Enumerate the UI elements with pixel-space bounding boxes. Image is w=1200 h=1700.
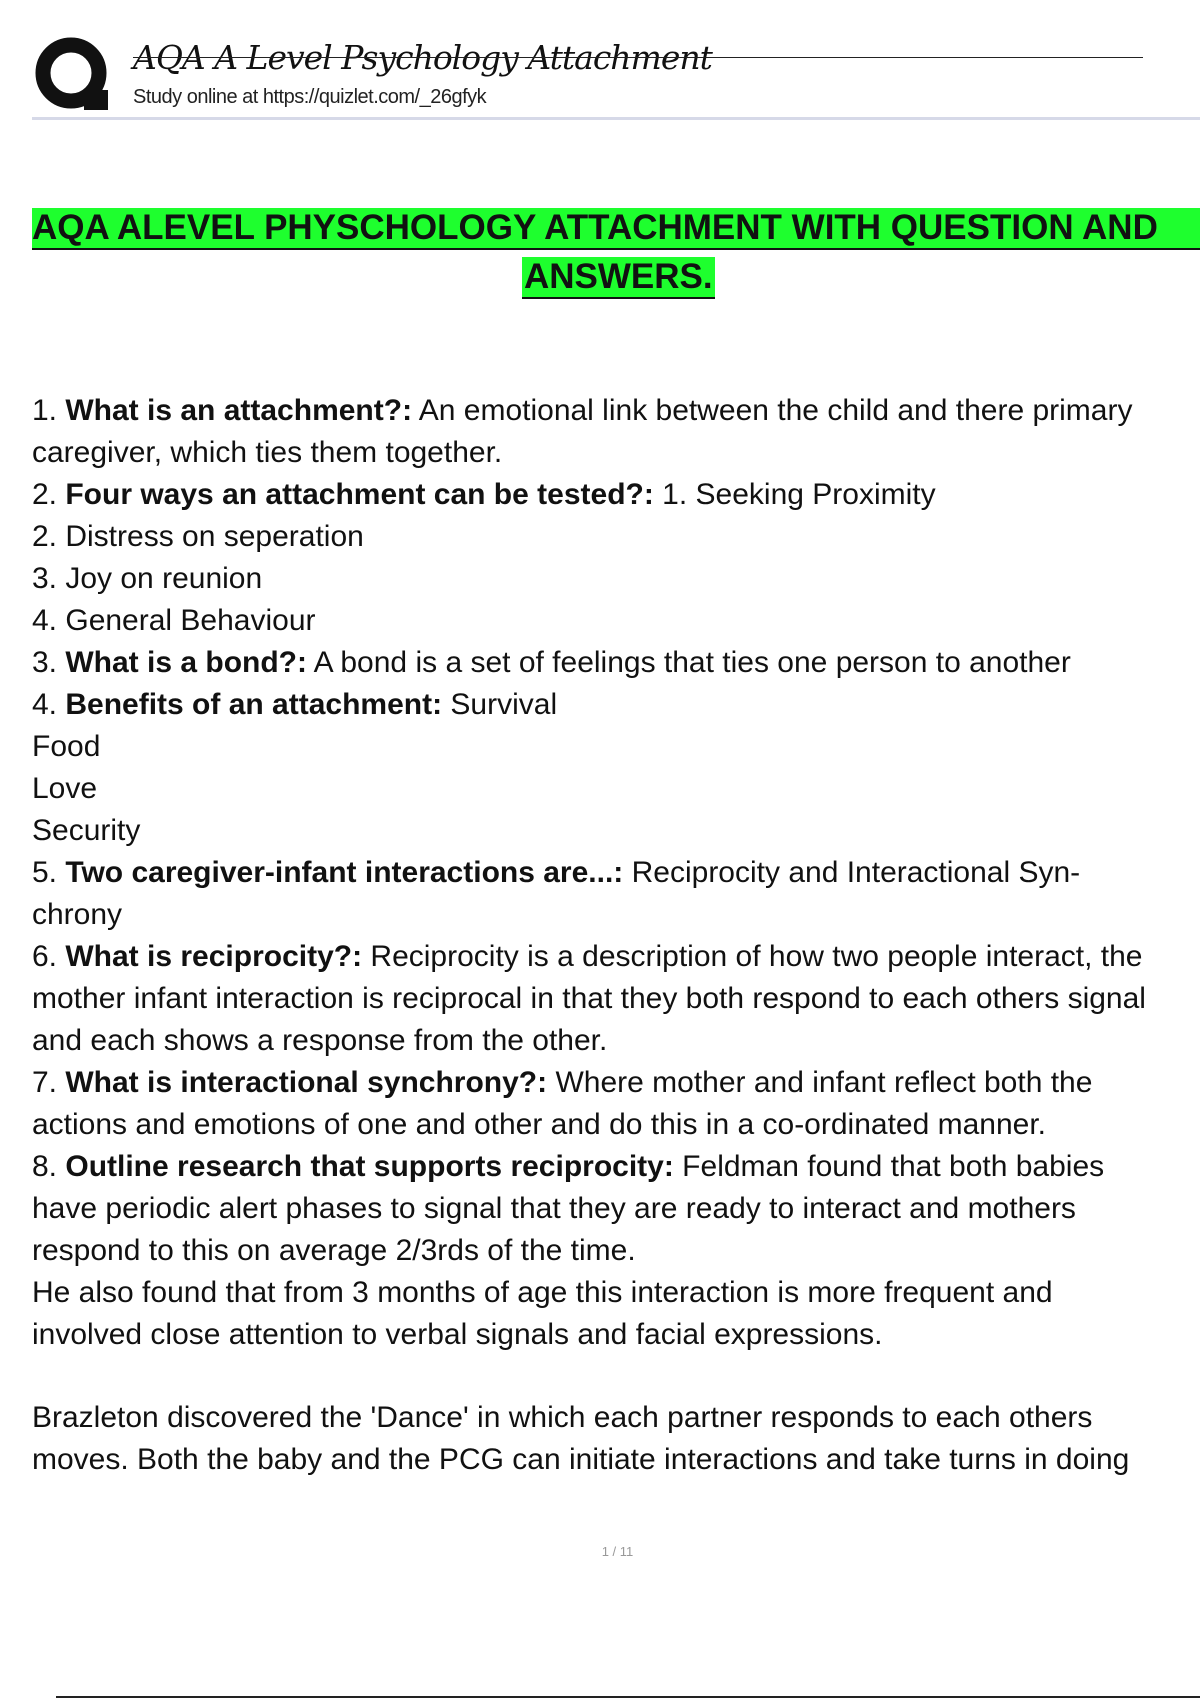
footer-divider — [56, 1696, 1200, 1698]
text-line — [32, 1062, 1200, 1104]
text-line — [32, 600, 1200, 642]
text-line — [32, 516, 1200, 558]
text-line — [32, 978, 1200, 1020]
text-line — [32, 684, 1200, 726]
answer-text: chrony — [32, 898, 123, 931]
question-text: Benefits of an attachment: — [65, 688, 443, 721]
study-link[interactable]: Study online at https://quizlet.com/_26gfyk — [133, 86, 487, 108]
document-title: AQA A Level Psychology Attachment — [133, 38, 712, 77]
item-number: 2. — [32, 478, 66, 511]
text-line — [32, 474, 1200, 516]
answer-text: Security — [32, 814, 141, 847]
text-line — [32, 1397, 1200, 1439]
text-line — [32, 1020, 1200, 1062]
title-divider — [133, 57, 1143, 58]
text-line — [32, 1230, 1200, 1272]
question-text: What is an attachment?: — [65, 394, 413, 427]
answer-text: and each shows a response from the other. — [32, 1024, 608, 1057]
quizlet-q-logo-icon — [34, 36, 112, 114]
question-text: What is a bond?: — [65, 646, 307, 679]
text-line — [32, 1314, 1200, 1356]
question-text: What is reciprocity?: — [65, 940, 363, 973]
answer-text: actions and emotions of one and other and do this in a co-ordinated manner. — [32, 1108, 1047, 1141]
question-text: Two caregiver-infant interactions are...: — [65, 856, 624, 889]
text-line — [32, 390, 1200, 432]
page-number: 1 / 11 — [601, 1544, 634, 1559]
answer-text: caregiver, which ties them together. — [32, 436, 503, 469]
question-text: Four ways an attachment can be tested?: — [65, 478, 654, 511]
answer-text: Love — [32, 772, 98, 805]
answer-text: Where mother and infant reflect both the — [547, 1066, 1093, 1099]
item-number: 1. — [32, 394, 66, 427]
text-line — [32, 642, 1200, 684]
heading-line-2: ANSWERS. — [522, 257, 715, 299]
answer-text: Reciprocity is a description of how two people interact, the — [362, 940, 1143, 973]
answer-text: have periodic alert phases to signal that they are ready to interact and mothers — [32, 1192, 1076, 1225]
text-line — [32, 936, 1200, 978]
answer-text: 2. Distress on seperation — [32, 520, 364, 553]
text-line — [32, 558, 1200, 600]
header-divider — [32, 117, 1200, 120]
answer-text: moves. Both the baby and the PCG can initiate interactions and take turns in doing — [32, 1443, 1130, 1476]
answer-text: Food — [32, 730, 101, 763]
answer-text: 1. Seeking Proximity — [653, 478, 936, 511]
answer-text: Reciprocity and Interactional Syn- — [623, 856, 1081, 889]
text-line — [32, 768, 1200, 810]
paragraph-gap — [32, 1356, 1200, 1397]
text-line — [32, 1146, 1200, 1188]
answer-text: Brazleton discovered the 'Dance' in which each partner responds to each others — [32, 1401, 1093, 1434]
heading-line-1: AQA ALEVEL PHYSCHOLOGY ATTACHMENT WITH QUESTION AND — [32, 208, 1200, 250]
answer-text: 4. General Behaviour — [32, 604, 316, 637]
question-text: Outline research that supports reciprocity: — [65, 1150, 674, 1183]
text-line — [32, 1272, 1200, 1314]
item-number: 3. — [32, 646, 66, 679]
answer-text: involved close attention to verbal signals and facial expressions. — [32, 1318, 883, 1351]
text-line — [32, 726, 1200, 768]
item-number: 4. — [32, 688, 66, 721]
text-line — [32, 432, 1200, 474]
answer-text: respond to this on average 2/3rds of the time. — [32, 1234, 636, 1267]
item-number: 6. — [32, 940, 66, 973]
text-line — [32, 1188, 1200, 1230]
qa-content — [32, 390, 1200, 1481]
item-number: 8. — [32, 1150, 66, 1183]
item-number: 5. — [32, 856, 66, 889]
question-text: What is interactional synchrony?: — [65, 1066, 548, 1099]
answer-text: A bond is a set of feelings that ties one person to another — [307, 646, 1071, 679]
text-line — [32, 852, 1200, 894]
answer-text: 3. Joy on reunion — [32, 562, 263, 595]
text-line — [32, 894, 1200, 936]
answer-text: Feldman found that both babies — [673, 1150, 1105, 1183]
answer-text: Survival — [442, 688, 558, 721]
answer-text: mother infant interaction is reciprocal in that they both respond to each others signal — [32, 982, 1146, 1015]
answer-text: He also found that from 3 months of age this interaction is more frequent and — [32, 1276, 1053, 1309]
item-number: 7. — [32, 1066, 66, 1099]
text-line — [32, 1104, 1200, 1146]
text-line — [32, 810, 1200, 852]
text-line — [32, 1439, 1200, 1481]
answer-text: An emotional link between the child and there primary — [412, 394, 1133, 427]
